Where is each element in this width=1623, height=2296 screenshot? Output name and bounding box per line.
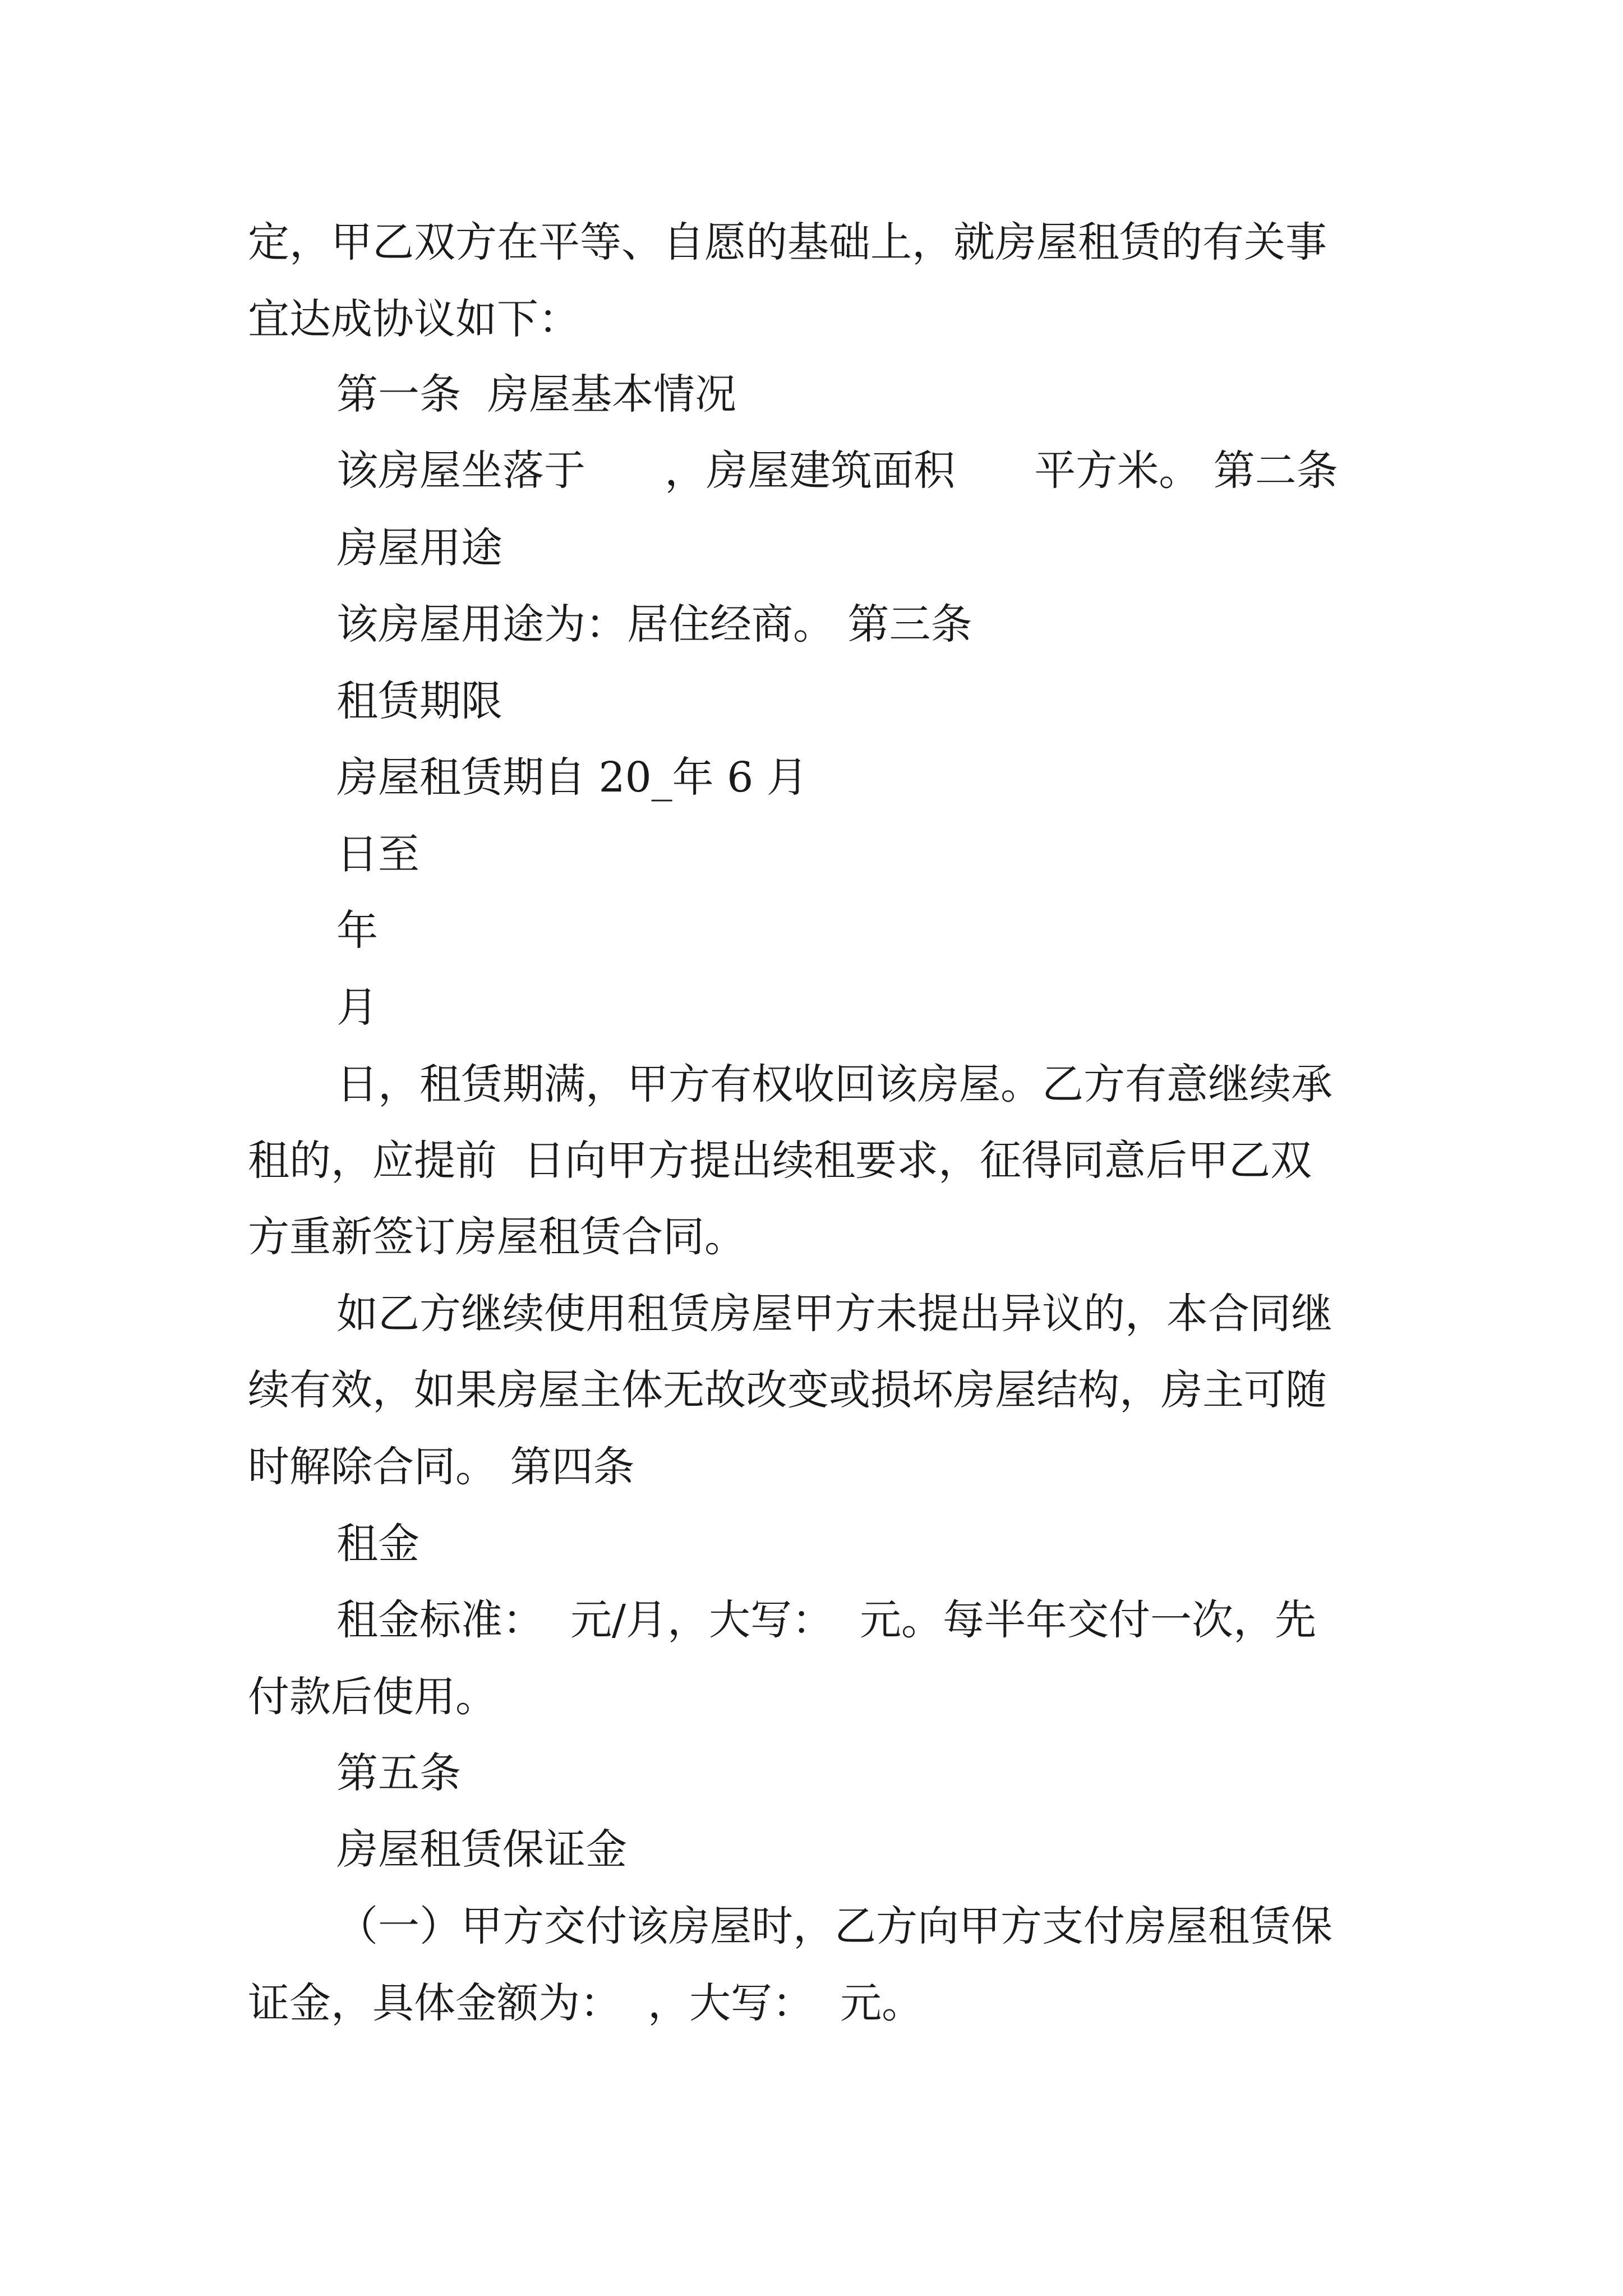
text-line-8: 房屋租赁期自 20_年 6 月 [336,753,808,802]
text-line-9: 日至 [336,830,419,878]
text-line-17: 时解除合同。 第四条 [248,1443,635,1491]
text-line-20: 付款后使用。 [248,1673,497,1721]
article-2-title: 房屋用途 [336,524,502,572]
text-line-6: 该房屋用途为：居住经商。 第三条 [336,600,972,648]
article-5-title: 房屋租赁保证金 [336,1825,627,1874]
article-3-title: 租赁期限 [336,677,502,725]
text-line-1: 定，甲乙双方在平等、自愿的基础上，就房屋租赁的有关事 [248,218,1327,266]
article-5-heading: 第五条 [336,1749,461,1797]
text-line-4: 该房屋坐落于 ，房屋建筑面积 平方米。 第二条 [336,447,1338,495]
text-line-12: 日，租赁期满，甲方有权收回该房屋。乙方有意继续承 [336,1060,1332,1108]
text-line-10: 年 [336,907,378,955]
text-line-15: 如乙方继续使用租赁房屋甲方未提出异议的，本合同继 [336,1290,1332,1338]
text-line-24: 证金，具体金额为： ，大写： 元。 [248,1979,924,2027]
text-line-13: 租的，应提前 日向甲方提出续租要求，征得同意后甲乙双 [248,1137,1312,1185]
article-4-title: 租金 [336,1520,419,1568]
text-line-23: （一）甲方交付该房屋时，乙方向甲方支付房屋租赁保 [336,1902,1332,1950]
text-line-19: 租金标准： 元/月，大写： 元。每半年交付一次，先 [336,1596,1317,1644]
text-line-16: 续有效，如果房屋主体无故改变或损坏房屋结构，房主可随 [248,1366,1327,1414]
text-line-2: 宜达成协议如下： [248,295,580,343]
text-line-11: 月 [336,983,378,1032]
text-line-14: 方重新签订房屋租赁合同。 [248,1213,746,1261]
article-1-heading: 第一条 房屋基本情况 [336,370,737,418]
